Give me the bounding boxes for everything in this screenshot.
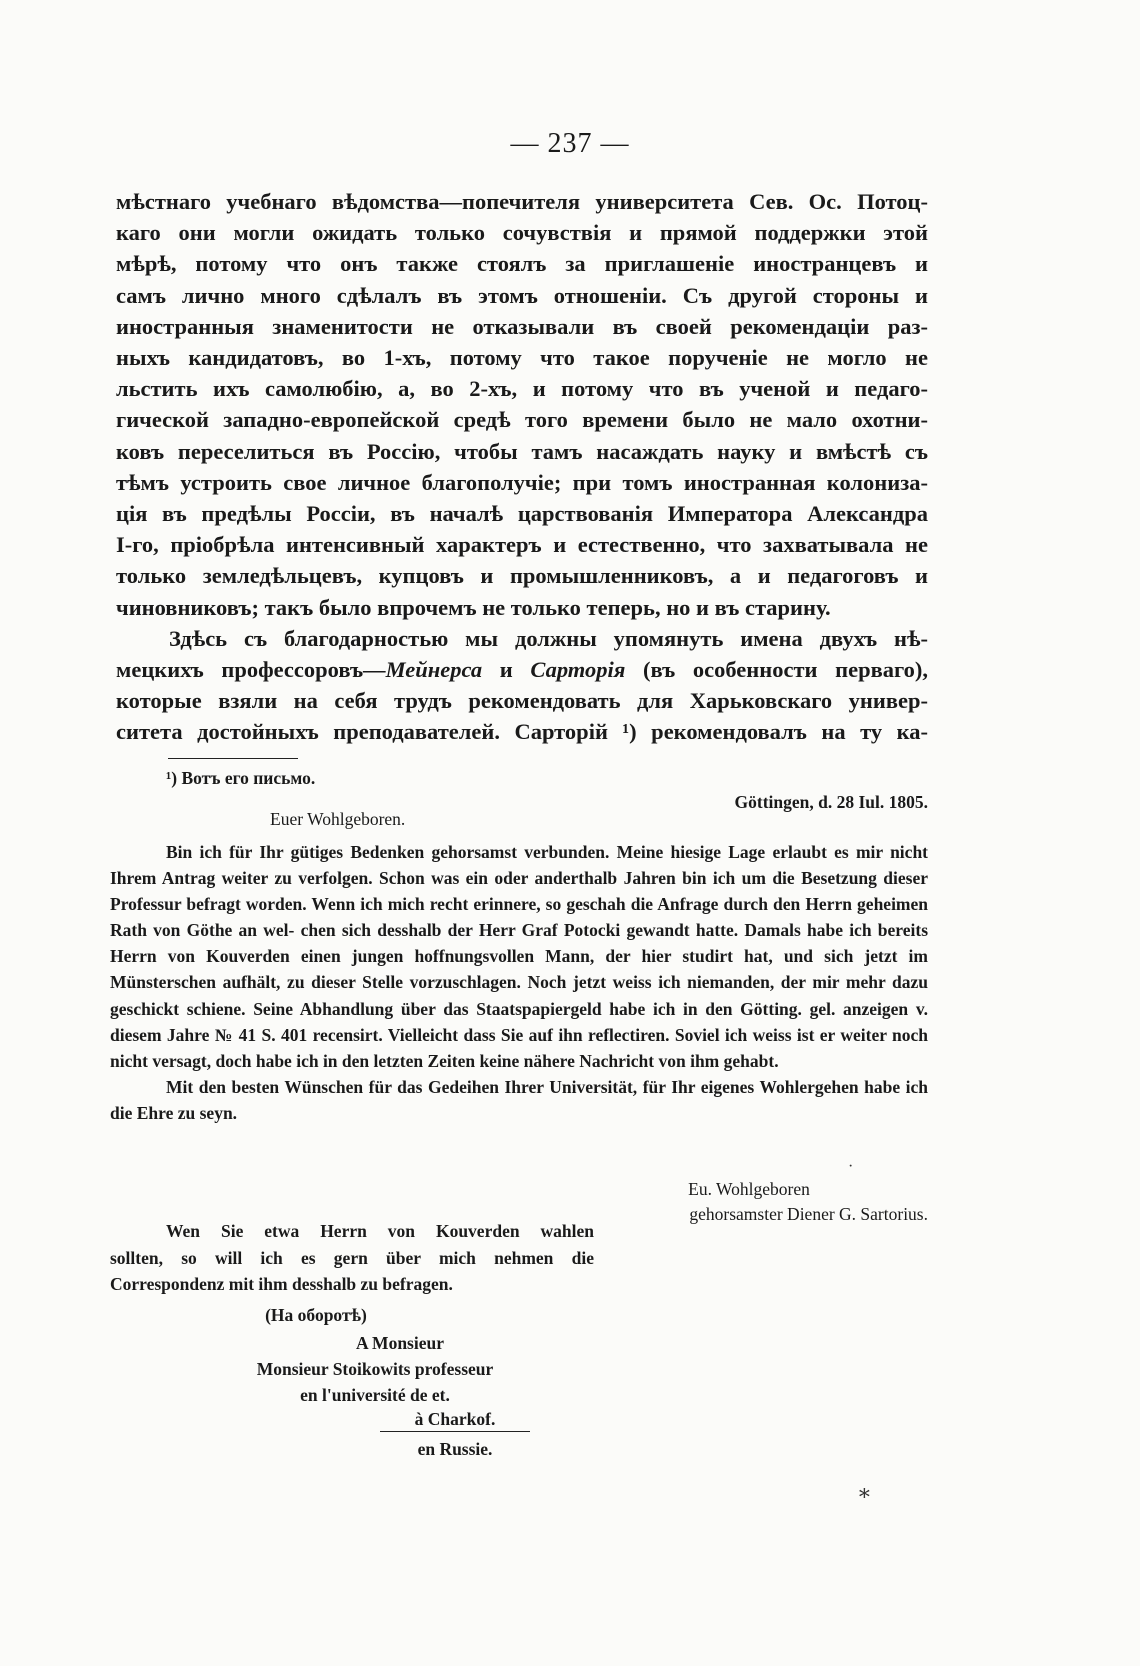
postscript-paragraph	[110, 1218, 594, 1271]
text-fragment: (въ особенности перваго),	[625, 657, 929, 683]
text-fragment: и	[482, 657, 531, 683]
address-line: en l'université de et.	[300, 1385, 450, 1405]
text-line: только земледѣльцевъ, купцовъ и промышленниковъ, а и педагоговъ и	[116, 563, 928, 589]
text-line: erinnere, so geschah die Anfrage durch den Herrn geheimen Rath von Göthe an wel-	[110, 894, 929, 941]
text-line: Wohlergehen habe ich die Ehre zu seyn.	[110, 1076, 928, 1123]
text-line: Bin ich für Ihr gütiges Bedenken gehorsamst verbunden. Meine hiesige Lage	[166, 842, 766, 862]
asterisk-mark: ∗	[857, 1480, 872, 1505]
address-line: en Russie.	[417, 1439, 493, 1459]
postscript-last-line	[110, 1271, 594, 1298]
text-line: чиновниковъ; такъ было впрочемъ не только теперь, но и въ старину.	[116, 594, 831, 620]
text-line: гической западно-европейской средѣ того времени было не мало охотни-	[116, 407, 928, 433]
text-line: Staatspapiergeld habe ich in den Götting. gel. anzeigen v. diesem Jahre № 41 S. 401	[110, 998, 928, 1045]
address-line: A Monsieur	[356, 1333, 444, 1353]
text-line: ныхъ кандидатовъ, во 1-хъ, потому что такое порученіе не могло не	[116, 345, 928, 371]
paragraph	[116, 186, 928, 592]
letter-body	[110, 839, 928, 1126]
closing-line: Eu. Wohlgeboren	[688, 1179, 810, 1199]
text-line: мѣстнаго учебнаго вѣдомства—попечителя университета Сев. Ос. Потоц-	[116, 189, 928, 214]
text-line: ситета достойныхъ преподавателей. Сарторій ¹) рекомендовалъ на ту ка-	[116, 719, 928, 745]
speck-mark: ·	[848, 1158, 854, 1175]
footnote-divider	[168, 758, 298, 759]
letter-paragraph	[110, 1074, 928, 1126]
text-line: льстить ихъ самолюбію, а, во 2-хъ, и потому что въ ученой и педаго-	[116, 376, 928, 402]
text-line: sollten, so will ich es gern über mich nehmen die	[110, 1247, 594, 1268]
text-line: ковъ переселиться въ Россію, чтобы тамъ насаждать науку и вмѣстѣ съ	[116, 438, 928, 464]
name-meiners: Мейнерса	[385, 657, 483, 683]
text-line: каго они могли ожидать только сочувствія и прямой поддержки этой	[116, 220, 928, 246]
letter-salutation: Euer Wohlgeboren.	[270, 809, 406, 829]
text-line: Jahren bin ich um die Besetzung dieser Professur befragt worden. Wenn ich mich recht	[110, 868, 929, 915]
text-line: Здѣсь съ благодарностью мы должны упомянуть имена двухъ нѣ-	[169, 625, 928, 651]
text-line: тѣмъ устроить свое личное благополучіе; при томъ иностранная колониза-	[116, 469, 928, 495]
main-text	[116, 186, 928, 748]
paragraph-last-line	[116, 592, 928, 623]
text-line: мѣрѣ, потому что онъ также стоялъ за приглашеніе иностранцевъ и	[116, 251, 928, 277]
text-line: Mit den besten Wünschen für das Gedeihen Ihrer Universität, für Ihr eigenes	[166, 1076, 755, 1097]
paragraph	[116, 623, 928, 748]
page-number: — 237 —	[510, 128, 630, 159]
letter-place-date: Göttingen, d. 28 Iul. 1805.	[734, 792, 928, 812]
text-line: sich jetzt im Münsterschen aufhält, zu dieser Stelle vorzuschlagen. Noch jetzt weiss	[110, 946, 928, 993]
signature-line: gehorsamster Diener G. Sartorius.	[689, 1204, 928, 1224]
address-note: (На оборотѣ)	[265, 1305, 367, 1325]
text-line: recensirt. Vielleicht dass Sie auf ihn reflectiren. Soviel ich weiss ist er weiter noch nicht	[110, 1024, 929, 1071]
text-line: Wen Sie etwa Herrn von Kouverden wahlen	[166, 1221, 594, 1241]
text-line: Herrn von Kouverden einen jungen hoffnungsvollen Mann, der hier studirt hat, und	[110, 946, 814, 967]
text-line: которые взяли на себя трудъ рекомендовать для Харьковскаго универ-	[116, 688, 928, 714]
text-line: ich niemanden, der mir mehr dazu geschickt schiene. Seine Abhandlung über das	[110, 972, 929, 1019]
address-line: à Charkof.	[380, 1408, 530, 1432]
text-line: versagt, doch habe ich in den letzten Zeiten keine nähere Nachricht von ihm gehabt.	[152, 1050, 779, 1071]
text-line: erlaubt es mir nicht Ihrem Antrag weiter zu verfolgen. Schon was ein oder anderthalb	[110, 842, 929, 889]
text-line: самъ лично много сдѣлалъ въ этомъ отношеніи. Съ другой стороны и	[116, 282, 928, 308]
text-line: ція въ предѣлы Россіи, въ началѣ царствованія Императора Александра	[116, 501, 928, 527]
letter-paragraph	[110, 839, 928, 1074]
text-line: иностранныя знаменитости не отказывали въ своей рекомендаціи раз-	[116, 313, 928, 339]
footnote-marker: ¹) Вотъ его письмо.	[166, 768, 316, 788]
text-line: мецкихъ профессоровъ—	[116, 657, 386, 683]
text-line: chen sich desshalb der Herr Graf Potocki gewandt hatte. Damals habe ich bereits	[300, 920, 929, 941]
letter-closing	[610, 1177, 928, 1227]
text-line: Correspondenz mit ihm desshalb zu befragen.	[110, 1274, 453, 1294]
address-line: Monsieur Stoikowits professeur	[256, 1359, 494, 1379]
name-sartorius: Сарторія	[530, 657, 626, 683]
postscript	[110, 1218, 594, 1298]
text-line: I-го, пріобрѣла интенсивный характеръ и естественно, что захватывала не	[116, 532, 928, 558]
